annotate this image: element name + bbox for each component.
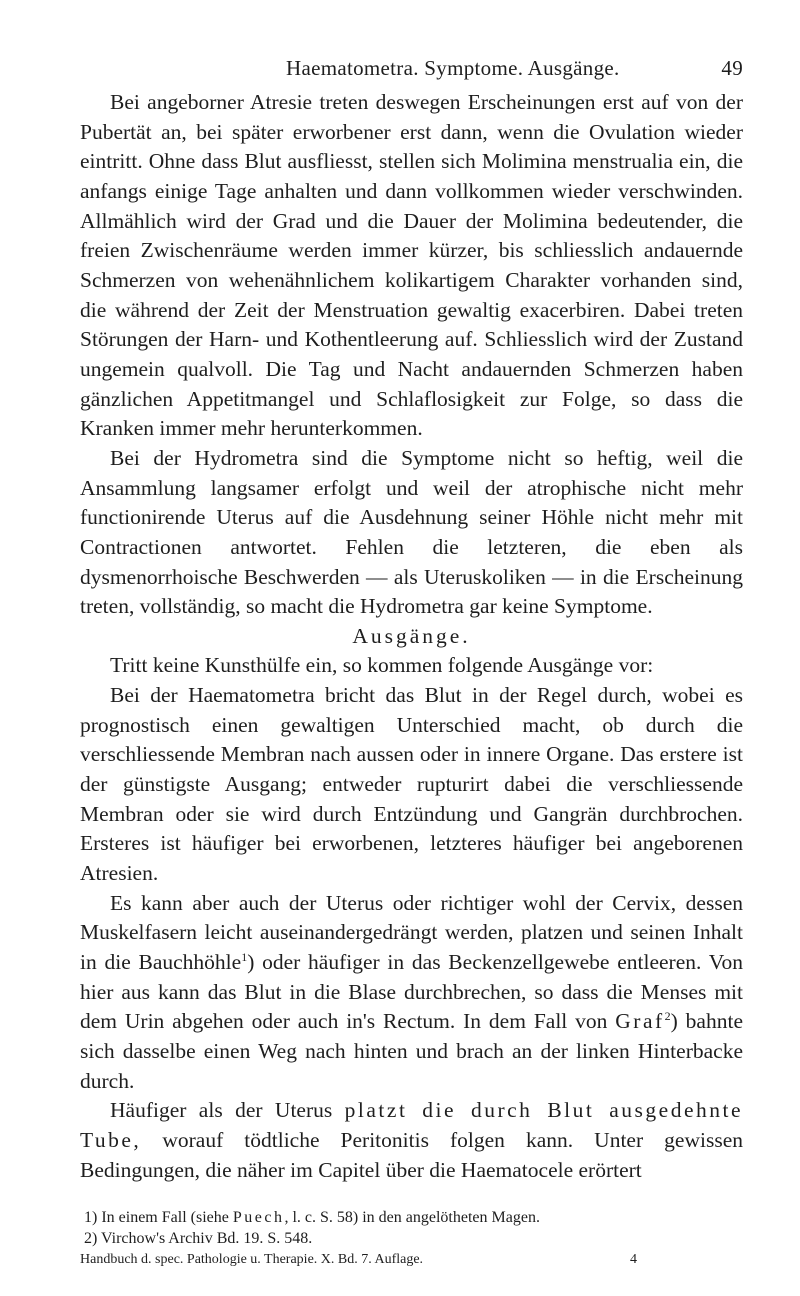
paragraph-tube-rupture	[80, 1096, 743, 1185]
paragraph-atresia: Bei angeborner Atresie treten deswegen Erscheinungen erst auf von der Pubertät an, bei später erworbener erst dann, wenn die Ovulation wieder eintritt. Ohne dass Blut ausfliesst, stellen sich Molimina menstrualia ein, die anfangs einige Tage anhalten und dann vollkommen wieder verschwinden. Allmählich wird der Grad und die Dauer der Molimina bedeutender, die freien Zwischenräume werden immer kürzer, bis schliesslich andauernde Schmerzen von wehenähnlichem kolikartigem Charakter vorhanden sind, die während der Zeit der Menstruation gewaltig exacerbiren. Dabei treten Störungen der Harn- und Kothentleerung auf. Schliesslich wird der Zustand ungemein qualvoll. Die Tag und Nacht andauernden Schmerzen haben gänzlichen Appetitmangel und Schlaflosigkeit zur Folge, so dass die Kranken immer mehr herunterkommen.	[80, 90, 743, 441]
text-run: ) oder häufiger in das Beckenzellgewebe entleeren. Von hier aus kann das Blut in die Blase durchbrechen, so dass die Menses mit dem Urin abgehen oder auch in's Rectum. In dem Fall von	[80, 950, 743, 1034]
running-header	[80, 56, 743, 86]
page-number: 49	[721, 56, 743, 80]
paragraph-intro-ausgaenge: Tritt keine Kunsthülfe ein, so kommen folgende Ausgänge vor:	[110, 653, 654, 678]
footnote-1	[80, 1207, 743, 1228]
author-name-puech: Puech	[232, 1209, 285, 1226]
text-run: ) bahnte sich dasselbe einen Weg nach hinten und brach an der linken Hinterbacke durch.	[80, 1009, 743, 1093]
emphasis-spaced: platzt die durch Blut ausgedehnte Tube,	[80, 1098, 744, 1152]
text-run: 1) In einem Fall (siehe	[84, 1209, 229, 1226]
text-run: Es kann aber auch der Uterus oder richtiger wohl der Cervix, dessen Muskelfasern leicht auseinandergedrängt werden, platzen und seinen Inhalt in die Bauchhöhle	[80, 890, 743, 975]
footnote-2: 2) Virchow's Archiv Bd. 19. S. 548.	[84, 1230, 313, 1247]
signature-line	[80, 1249, 743, 1270]
paragraph-hydrometra: Bei der Hydrometra sind die Symptome nicht so heftig, weil die Ansammlung langsamer erfolgt und weil der atrophische nicht mehr functionirende Uterus auf die Ausdehnung seiner Höhle nicht mehr mit Contractionen antwortet. Fehlen die letzteren, die eben als dysmenorrhoische Beschwerden — als Uteruskoliken — in die Erscheinung treten, vollständig, so macht die Hydrometra gar keine Symptome.	[80, 445, 743, 619]
text-run: , l. c. S. 58) in den angelötheten Magen.	[284, 1209, 540, 1226]
text-run: worauf tödtliche Peritonitis folgen kann. Unter gewissen Bedingungen, die näher im Capitel über die Haematocele erörtert	[80, 1127, 743, 1182]
running-title: Haematometra. Symptome. Ausgänge.	[286, 56, 620, 80]
paragraph-uterus-rupture	[80, 889, 743, 1097]
author-name-graf: Graf	[615, 1009, 665, 1034]
signature-text: Handbuch d. spec. Pathologie u. Therapie. X. Bd. 7. Auflage.	[80, 1252, 424, 1267]
footnotes	[80, 1207, 743, 1270]
footnote-ref-1: 1	[241, 950, 248, 965]
text-run: Häufiger als der Uterus	[110, 1098, 333, 1123]
section-heading-ausgaenge: Ausgänge.	[352, 623, 471, 648]
signature-number: 4	[630, 1252, 637, 1267]
body-text	[80, 88, 743, 1185]
footnote-ref-2: 2	[664, 1009, 671, 1024]
paragraph-haematometra: Bei der Haematometra bricht das Blut in der Regel durch, wobei es prognostisch einen gewaltigen Unterschied macht, ob durch die verschliessende Membran nach aussen oder in innere Organe. Das erstere ist der günstigste Ausgang; entweder rupturirt dabei die verschliessende Membran oder sie wird durch Entzündung und Gangrän durchbrochen. Ersteres ist häufiger bei erworbenen, letzteres häufiger bei angeborenen Atresien.	[80, 683, 743, 886]
